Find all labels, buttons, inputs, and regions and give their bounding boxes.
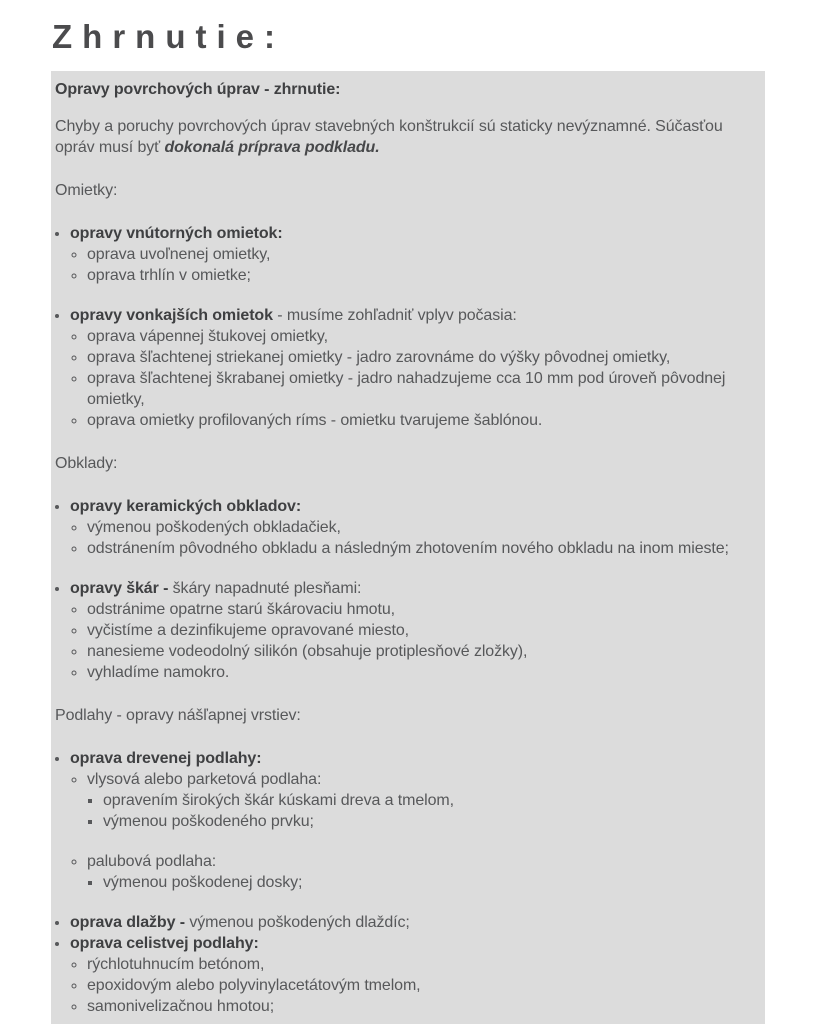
list-item: ◦ vyhladíme namokro. [87,662,747,683]
page-title: Zhrnutie: [52,18,285,55]
list-item: ◦ oprava trhlín v omietke; [87,265,747,286]
section-label-omietky: Omietky: [55,182,118,199]
list-item: ◦ oprava šľachtenej škrabanej omietky - jadro nahadzujeme cca 10 mm pod úroveň pôvodnej omietky, [87,368,747,410]
section-label-obklady: Obklady: [55,455,118,472]
list-item: ▪ výmenou poškodenej dosky; [103,872,747,893]
list-item [70,912,747,933]
list-item: ◦ oprava omietky profilovaných ríms - omietku tvarujeme šablónou. [87,410,747,431]
box-heading: Opravy povrchových úprav - zhrnutie: [55,81,341,98]
intro-text: Chyby a poruchy povrchových úprav stavebných konštrukcií sú staticky nevýznamné. Súčasťou opráv musí byť [55,118,723,156]
intro-emphasis: dokonalá príprava podkladu. [164,139,380,156]
list-item [87,851,747,893]
sub-list [70,244,747,286]
summary-box [51,71,765,1024]
list-item: ◦ rýchlotuhnucím betónom, [87,954,747,975]
list-item-text: palubová podlaha: [87,853,217,870]
list-item: ◦ oprava uvoľnenej omietky, [87,244,747,265]
list-item [70,578,747,683]
list-item: ◦ výmenou poškodených obkladačiek, [87,517,747,538]
list-item: ◦ epoxidovým alebo polyvinylacetátovým tmelom, [87,975,747,996]
list-item-bold: oprava drevenej podlahy: [70,750,262,767]
list-item: ◦ oprava šľachtenej striekanej omietky - jadro zarovnáme do výšky pôvodnej omietky, [87,347,747,368]
list-item [87,769,747,832]
list-item [70,748,747,893]
section-label-podlahy: Podlahy - opravy nášľapnej vrstiev: [55,707,301,724]
sub-sub-list [87,790,747,832]
list-item [70,223,747,286]
list-item-bold: oprava celistvej podlahy: [70,935,259,952]
list-item: ◦ odstránime opatrne starú škárovaciu hmotu, [87,599,747,620]
bullet-list-obklady [55,496,747,683]
list-item: ◦ odstránením pôvodného obkladu a následným zhotovením nového obkladu na inom mieste; [87,538,747,559]
list-item [70,305,747,431]
list-item-rest: výmenou poškodených dlaždíc; [184,914,410,931]
list-item-rest: škáry napadnuté plesňami: [168,580,362,597]
list-item-bold: opravy škár - [70,580,169,597]
bullet-list-omietky [55,223,747,431]
list-item [70,496,747,559]
sub-list [70,954,747,1017]
list-item-text: vlysová alebo parketová podlaha: [87,771,322,788]
sub-list [70,599,747,683]
sub-sub-list [87,872,747,893]
list-item [70,933,747,1017]
intro-paragraph [55,116,747,158]
list-item-bold: oprava dlažby - [70,914,185,931]
list-item: ▪ opravením širokých škár kúskami dreva a tmelom, [103,790,747,811]
list-item: ◦ oprava vápennej štukovej omietky, [87,326,747,347]
list-item-bold: opravy vonkajších omietok [70,307,273,324]
list-item: ◦ vyčistíme a dezinfikujeme opravované miesto, [87,620,747,641]
list-item: ▪ výmenou poškodeného prvku; [103,811,747,832]
list-item-bold: opravy keramických obkladov: [70,498,302,515]
list-item-bold: opravy vnútorných omietok: [70,225,283,242]
list-item: ◦ samonivelizačnou hmotou; [87,996,747,1017]
sub-list [70,517,747,559]
list-item: ◦ nanesieme vodeodolný silikón (obsahuje protiplesňové zložky), [87,641,747,662]
sub-list [70,326,747,431]
list-item-rest: - musíme zohľadniť vplyv počasia: [272,307,517,324]
bullet-list-podlahy [55,748,747,1017]
sub-list [70,769,747,893]
